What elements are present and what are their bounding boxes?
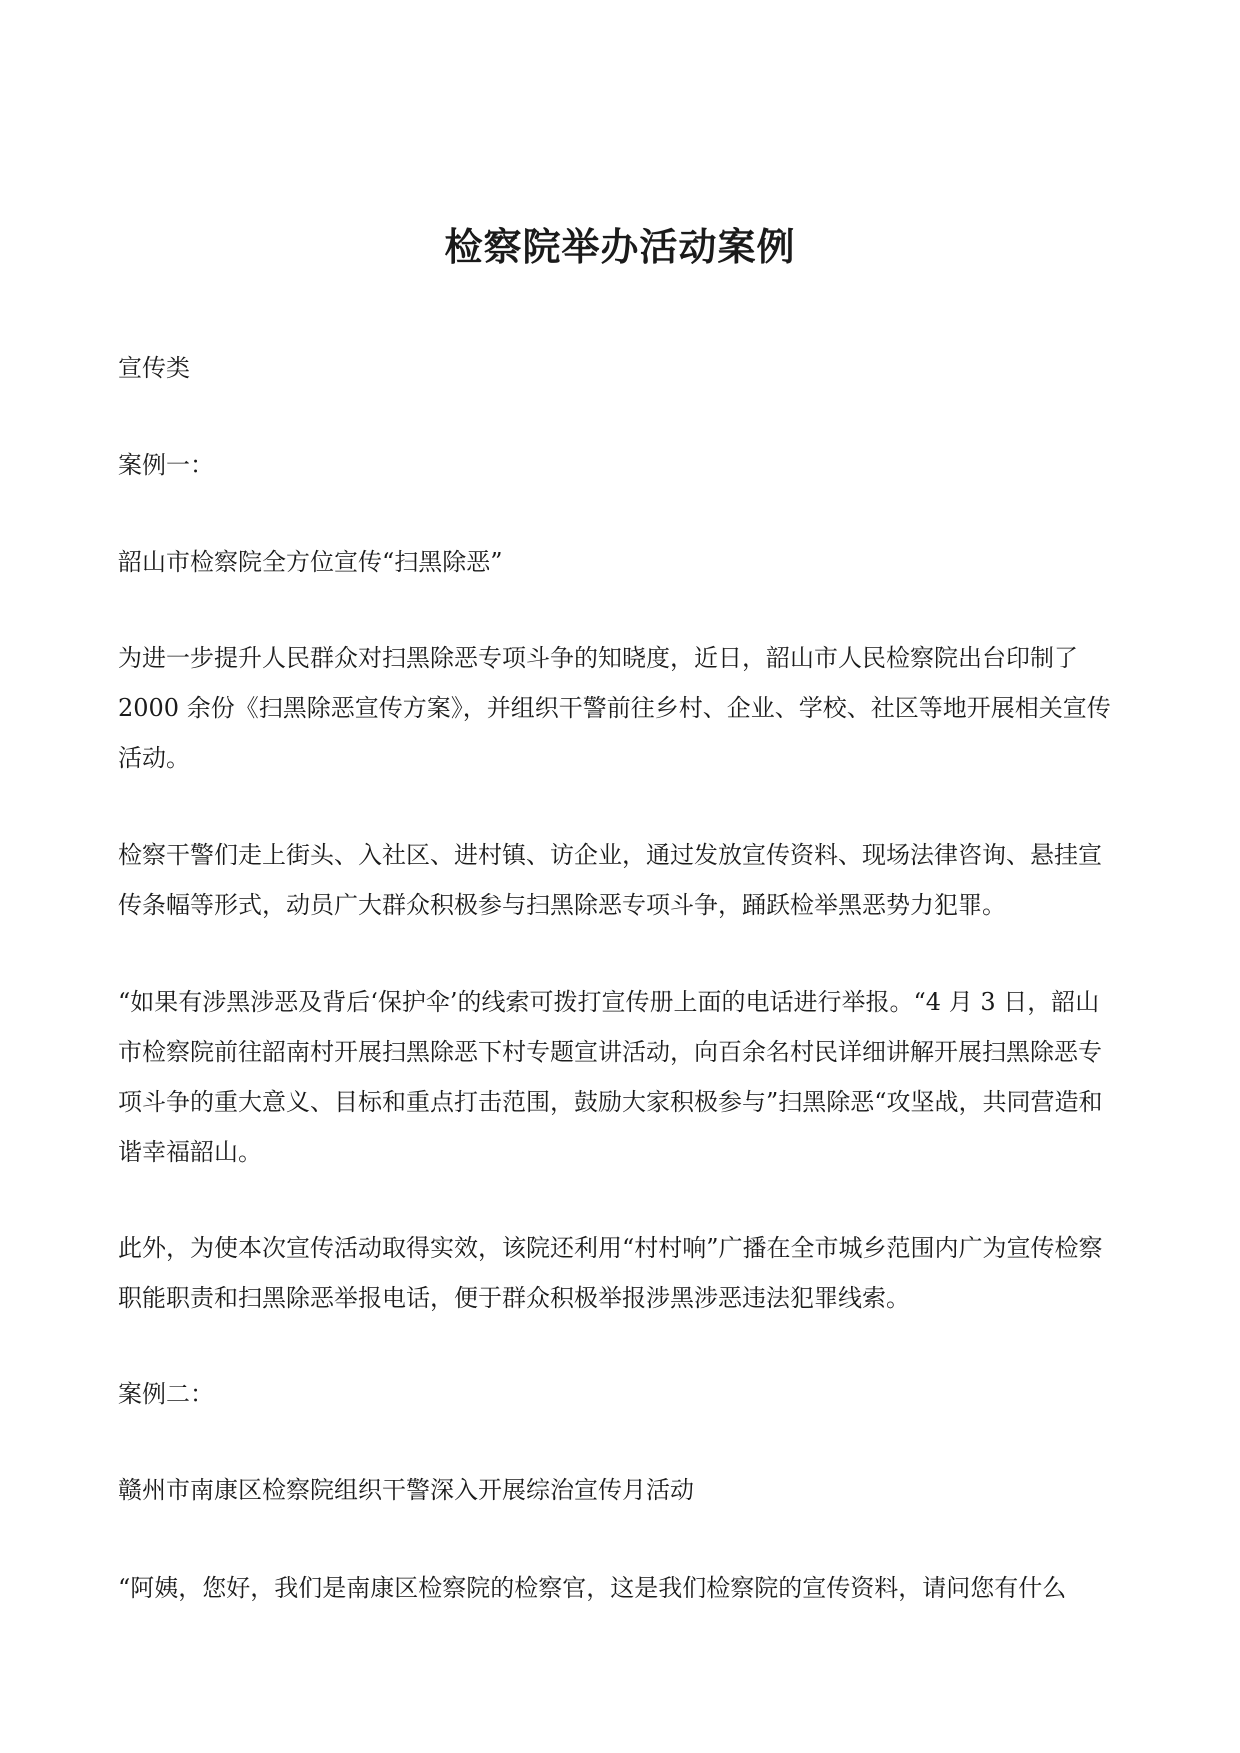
page-title: 检察院举办活动案例 xyxy=(444,225,796,269)
case2-paragraph-1: “阿姨，您好，我们是南康区检察院的检察官，这是我们检察院的宣传资料，请问您有什么 xyxy=(118,1574,1067,1602)
case2-label: 案例二： xyxy=(118,1380,214,1408)
case1-paragraph-4: 此外，为使本次宣传活动取得实效，该院还利用“村村响”广播在全市城乡范围内广为宣传检察职能职责和扫黑除恶举报电话，便于群众积极举报涉黑涉恶违法犯罪线索。 xyxy=(118,1234,1103,1312)
case1-paragraph-1: 为进一步提升人民群众对扫黑除恶专项斗争的知晓度，近日，韶山市人民检察院出台印制了2000 余份《扫黑除恶宣传方案》，并组织干警前往乡村、企业、学校、社区等地开展相关宣传活动。 xyxy=(118,644,1111,772)
case1-paragraph-3: “如果有涉黑涉恶及背后‘保护伞’的线索可拨打宣传册上面的电话进行举报。“4 月 3 日，韶山市检察院前往韶南村开展扫黑除恶下村专题宣讲活动，向百余名村民详细讲解开展扫黑除恶专项斗争的重大意义、目标和重点打击范围，鼓励大家积极参与”扫黑除恶“攻坚战，共同营造和谐幸福韶山。 xyxy=(118,988,1103,1166)
case1-headline: 韶山市检察院全方位宣传“扫黑除恶” xyxy=(118,548,503,576)
case1-label: 案例一： xyxy=(118,451,214,479)
category-label: 宣传类 xyxy=(118,354,190,382)
case1-paragraph-2: 检察干警们走上街头、入社区、进村镇、访企业，通过发放宣传资料、现场法律咨询、悬挂宣传条幅等形式，动员广大群众积极参与扫黑除恶专项斗争，踊跃检举黑恶势力犯罪。 xyxy=(118,841,1102,919)
case2-headline: 赣州市南康区检察院组织干警深入开展综治宣传月活动 xyxy=(118,1476,694,1504)
